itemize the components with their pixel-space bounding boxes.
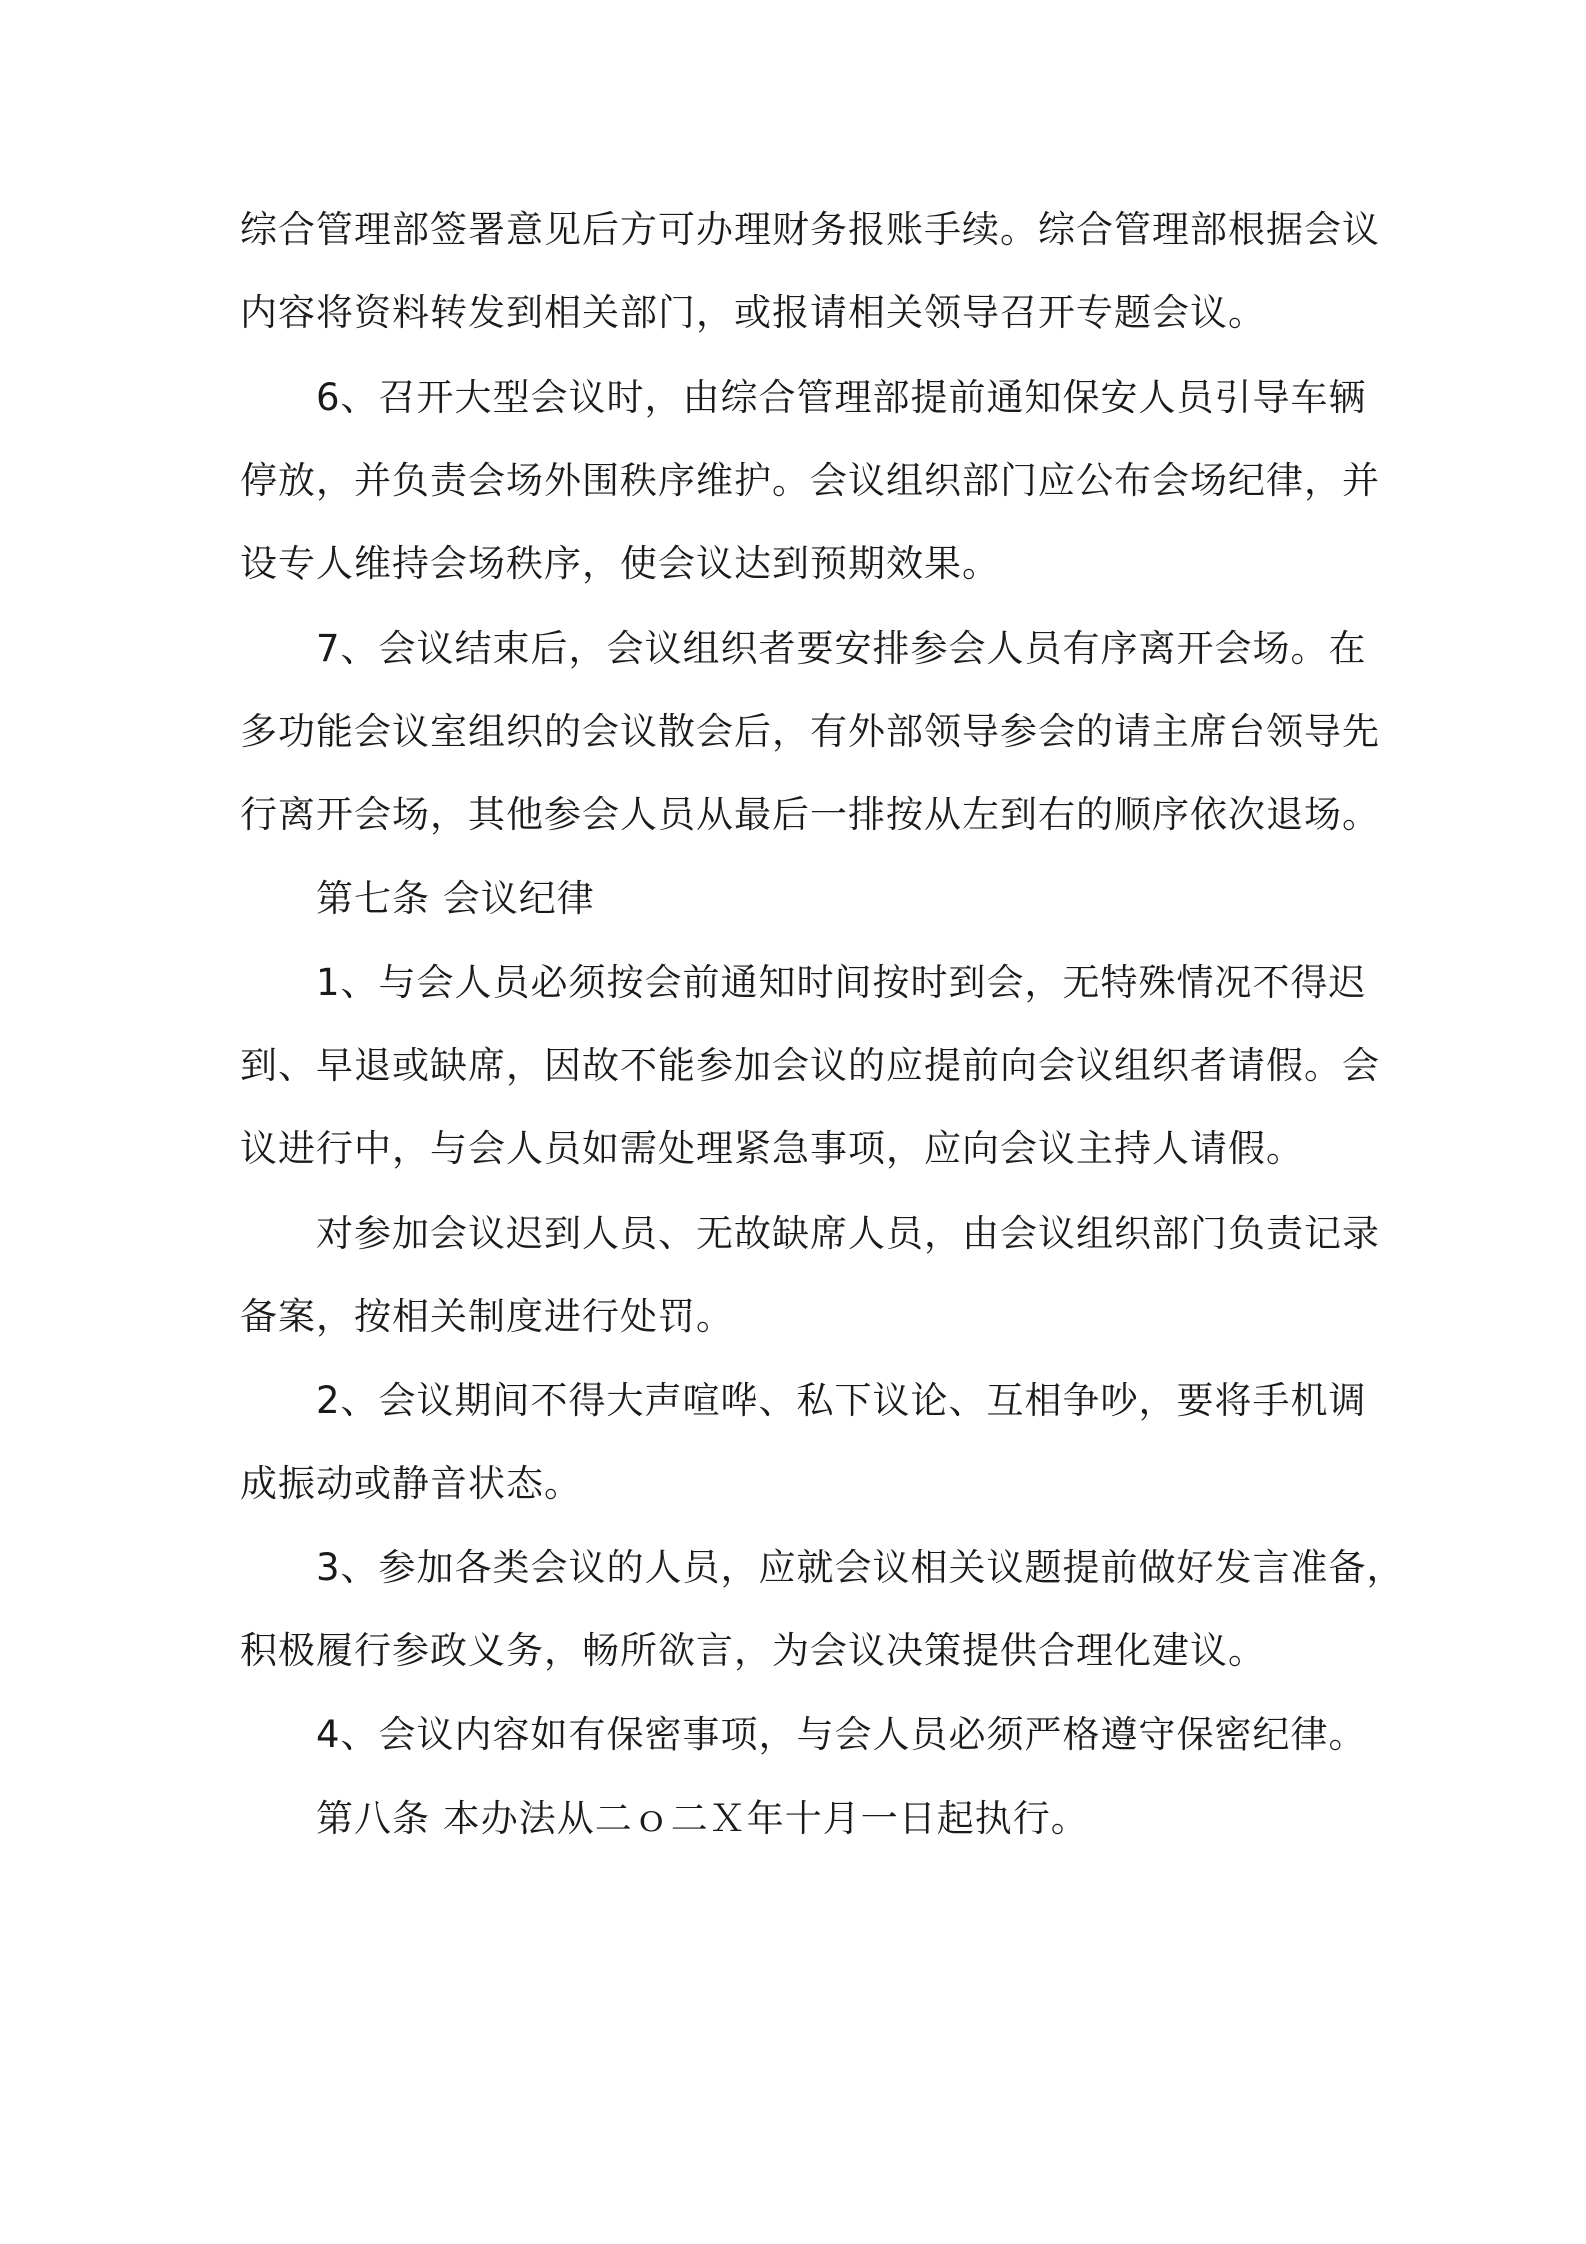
text-line: 对参加会议迟到人员、无故缺席人员，由会议组织部门负责记录 (316, 1212, 1380, 1255)
text-line: 行离开会场，其他参会人员从最后一排按从左到右的顺序依次退场。 (240, 793, 1380, 836)
text-line: 6、召开大型会议时，由综合管理部提前通知保安人员引导车辆 (316, 376, 1367, 419)
section-heading: 第八条 本办法从二ｏ二Ｘ年十月一日起执行。 (316, 1797, 1089, 1840)
text-line: 综合管理部签署意见后方可办理财务报账手续。综合管理部根据会议 (240, 208, 1380, 251)
text-line: 7、会议结束后，会议组织者要安排参会人员有序离开会场。在 (316, 627, 1367, 670)
text-line: 议进行中，与会人员如需处理紧急事项，应向会议主持人请假。 (240, 1127, 1304, 1170)
text-line: 备案，按相关制度进行处罚。 (240, 1295, 734, 1338)
text-line: 设专人维持会场秩序，使会议达到预期效果。 (240, 542, 1000, 585)
text-line: 停放，并负责会场外围秩序维护。会议组织部门应公布会场纪律，并 (240, 459, 1380, 502)
text-line: 积极履行参政义务，畅所欲言，为会议决策提供合理化建议。 (240, 1629, 1266, 1672)
text-line: 4、会议内容如有保密事项，与会人员必须严格遵守保密纪律。 (316, 1713, 1367, 1756)
text-line: 3、参加各类会议的人员，应就会议相关议题提前做好发言准备， (316, 1546, 1405, 1589)
text-line: 2、会议期间不得大声喧哗、私下议论、互相争吵，要将手机调 (316, 1379, 1367, 1422)
text-line: 1、与会人员必须按会前通知时间按时到会，无特殊情况不得迟 (316, 961, 1367, 1004)
text-line: 成振动或静音状态。 (240, 1462, 582, 1505)
text-line: 内容将资料转发到相关部门，或报请相关领导召开专题会议。 (240, 291, 1266, 334)
section-heading: 第七条 会议纪律 (316, 877, 595, 920)
text-line: 到、早退或缺席，因故不能参加会议的应提前向会议组织者请假。会 (240, 1044, 1380, 1087)
text-line: 多功能会议室组织的会议散会后，有外部领导参会的请主席台领导先 (240, 710, 1380, 753)
